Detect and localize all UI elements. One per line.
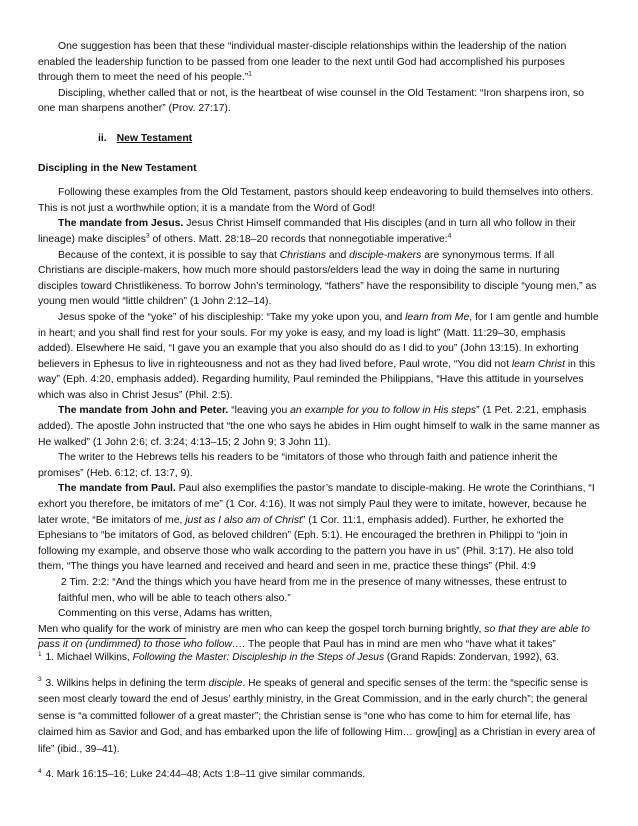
footnote-ref[interactable]: 1 xyxy=(248,70,252,78)
section-heading-new-testament: ii. New Testament xyxy=(98,132,193,144)
footnote-ref[interactable]: 4 xyxy=(447,232,452,240)
paragraph-yoke: Jesus spoke of the “yoke” of his discipleship: “Take my yoke upon you, and learn from Me, for I am gentle and humble in heart; and you shall find rest for your souls. For my yoke is easy, and my load is light” (Matt. 11:29–30, emphasis added). Elsewhere He said, “I gave you an example that you also should do as I did to you” (John 13:15). In exhorting believers in Ephesus to live in righteousness and not as they had lived before, Paul wrote, “You did not learn Christ in this way” (Eph. 4:20, emphasis added). Regarding humility, Paul reminded the Philippians, “Have this attitude in yourselves which was also in Christ Jesus” (Phil. 2:5). xyxy=(38,311,599,401)
paragraph-context: Because of the context, it is possible to say that Christians and disciple-makers are synonymous terms. If all Christians are disciple-makers, how much more should pastors/elders lead the way in doing the same in nurturing disciples toward Christlikeness. To borrow John’s terminology, “fathers” have the responsibility to disciple “young men,” as young men would “little children” (1 John 2:12–14). xyxy=(38,249,597,308)
paragraph-following-examples: Following these examples from the Old Testament, pastors should keep endeavoring to build themselves into others. This is not just a worthwhile option; it is a mandate from the Word of God! xyxy=(38,187,594,214)
paragraph-commenting: Commenting on this verse, Adams has written, xyxy=(58,608,273,620)
paragraph-discipling-ot: Discipling, whether called that or not, is the heartbeat of wise counsel in the Old Testament: “Iron sharpens iron, so one man sharpens another” (Prov. 27:17). xyxy=(38,87,584,115)
footnote-ref[interactable]: 3 xyxy=(146,232,150,240)
footnotes xyxy=(38,650,600,793)
paragraph-hebrews: The writer to the Hebrews tells his readers to be “imitators of those who through faith and patience inherit the promises” (Heb. 6:12; cf. 13:7, 9). xyxy=(38,452,558,479)
paragraph-mandate-john-peter: The mandate from John and Peter. “leaving you an example for you to follow in His steps” (1 Pet. 2:21, emphasis added). The apostle John instructed that “the one who says he abides in Him ought himself to walk in the same manner as He walked” (1 John 2:6; cf. 3:24; 4:13–15; 2 John 9; 3 John 11). xyxy=(38,405,600,448)
paragraph-2-timothy: 2 Tim. 2:2: “And the things which you have heard from me in the presence of many witnesses, these entrust to faithful men, who will be able to teach others also.” xyxy=(58,577,567,604)
footnote-4: $^4$ 4. Mark 16:15–16; Luke 24:44–48; Acts 1:8–11 give similar commands. xyxy=(38,767,366,780)
paragraph-mandate-paul: The mandate from Paul. Paul also exemplifies the pastor’s mandate to disciple-making. He wrote the Corinthians, “I exhort you therefore, be imitators of me” (1 Cor. 4:16). It was not simply Paul they were to imitate, however, because he later wrote, “Be imitators of me, just as I also am of Christ” (1 Cor. 11:1, emphasis added). Further, he exhorted the Ephesians to “be imitators of God, as beloved children” (Eph. 5:1). He encouraged the brethren in Philippi to “join in following my example, and observe those who walk according to the pattern you have in us” (Phil. 3:17). He also told them, “The things you have learned and received and heard and seen in me, practice these things” (Phil. 4:9 xyxy=(38,483,595,573)
paragraph-mandate-jesus: The mandate from Jesus. Jesus Christ Himself commanded that His disciples (and in turn all who follow in their lineage) make disciples$^3$ of others. Matt. 28:18–20 records that nonnegotiable imperative:$^4$ xyxy=(38,218,577,245)
footnote-divider xyxy=(38,638,186,639)
footnote-1: $^1$ 1. Michael Wilkins, Following the Master: Discipleship in the Steps of Jesus (Grand Rapids: Zondervan, 1992), 63. xyxy=(38,650,560,663)
paragraph-adams-quote: Men who qualify for the work of ministry are men who can keep the gospel torch burning brightly, so that they are able to pass it on (undimmed) to those who follow.… The people that Paul has in mind are men who “have what it takes” xyxy=(38,623,590,651)
paragraph-master-disciple: One suggestion has been that these “individual master-disciple relationships within the leadership of the nation enabled the leadership function to be passed from one leader to the next until God had accomplished his purposes through them to meet the need of his people.”$^1$ xyxy=(38,41,567,84)
footnote-3: $^3$ 3. Wilkins helps in defining the term disciple. He speaks of general and specific senses of the term: the “specific sense is seen most clearly toward the end of Jesus’ earthly ministry, in the Great Commission, and in the early church”; the general sense is “a committed follower of a great master”; the Christian sense is “one who has come to him for eternal life, has claimed him as Savior and God, and has embarked upon the life of following Him… grow[ing] as a Christian in every area of life” (ibid., 39–41). xyxy=(38,676,596,755)
subsection-title: Discipling in the New Testament xyxy=(38,162,197,174)
